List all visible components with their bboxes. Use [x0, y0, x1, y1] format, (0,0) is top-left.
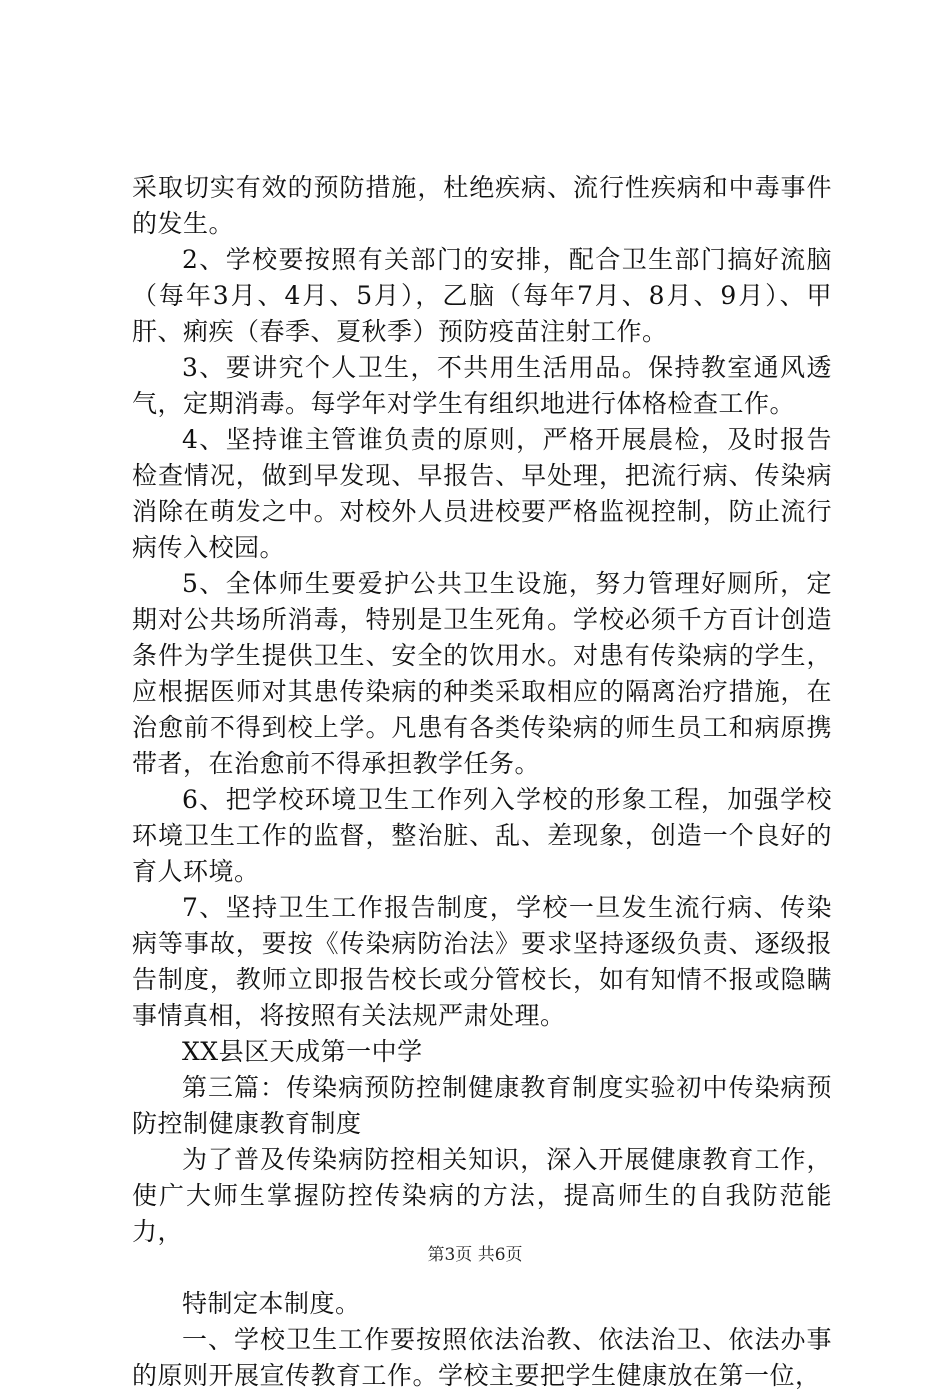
paragraph-intro-end: 特制定本制度。	[182, 1289, 361, 1318]
paragraph-intro: 为了普及传染病防控相关知识，深入开展健康教育工作，使广大师生掌握防控传染病的方法，提高师生的自我防范能力，	[132, 1145, 832, 1246]
school-signature: XX县区天成第一中学	[182, 1037, 423, 1066]
paragraph-rule-1: 一、学校卫生工作要按照依法治教、依法治卫、依法办事的原则开展宣传教育工作。学校主要把学生健康放在第一位，	[132, 1325, 832, 1390]
paragraph-item-6: 6、把学校环境卫生工作列入学校的形象工程，加强学校环境卫生工作的监督，整治脏、乱、差现象，创造一个良好的育人环境。	[132, 785, 832, 886]
section-heading: 第三篇：传染病预防控制健康教育制度实验初中传染病预防控制健康教育制度	[132, 1073, 832, 1138]
paragraph-item-4: 4、坚持谁主管谁负责的原则，严格开展晨检，及时报告检查情况，做到早发现、早报告、早处理，把流行病、传染病消除在萌发之中。对校外人员进校要严格监视控制，防止流行病传入校园。	[132, 425, 832, 562]
page-number: 第3页 共6页	[427, 1245, 523, 1265]
paragraph-continuation: 采取切实有效的预防措施，杜绝疾病、流行性疾病和中毒事件的发生。	[132, 173, 832, 238]
paragraph-item-7: 7、坚持卫生工作报告制度，学校一旦发生流行病、传染病等事故，要按《传染病防治法》要求坚持逐级负责、逐级报告制度，教师立即报告校长或分管校长，如有知情不报或隐瞒事情真相，将按照有关法规严肃处理。	[132, 893, 832, 1030]
paragraph-item-3: 3、要讲究个人卫生，不共用生活用品。保持教室通风透气，定期消毒。每学年对学生有组织地进行体格检查工作。	[132, 353, 832, 418]
paragraph-item-5: 5、全体师生要爱护公共卫生设施，努力管理好厕所，定期对公共场所消毒，特别是卫生死角。学校必须千方百计创造条件为学生提供卫生、安全的饮用水。对患有传染病的学生，应根据医师对其患传染病的种类采取相应的隔离治疗措施，在治愈前不得到校上学。凡患有各类传染病的师生员工和病原携带者，在治愈前不得承担教学任务。	[132, 569, 832, 778]
paragraph-item-2: 2、学校要按照有关部门的安排，配合卫生部门搞好流脑（每年3月、4月、5月），乙脑（每年7月、8月、9月）、甲肝、痢疾（春季、夏秋季）预防疫苗注射工作。	[132, 245, 832, 346]
document-body	[132, 170, 832, 1394]
